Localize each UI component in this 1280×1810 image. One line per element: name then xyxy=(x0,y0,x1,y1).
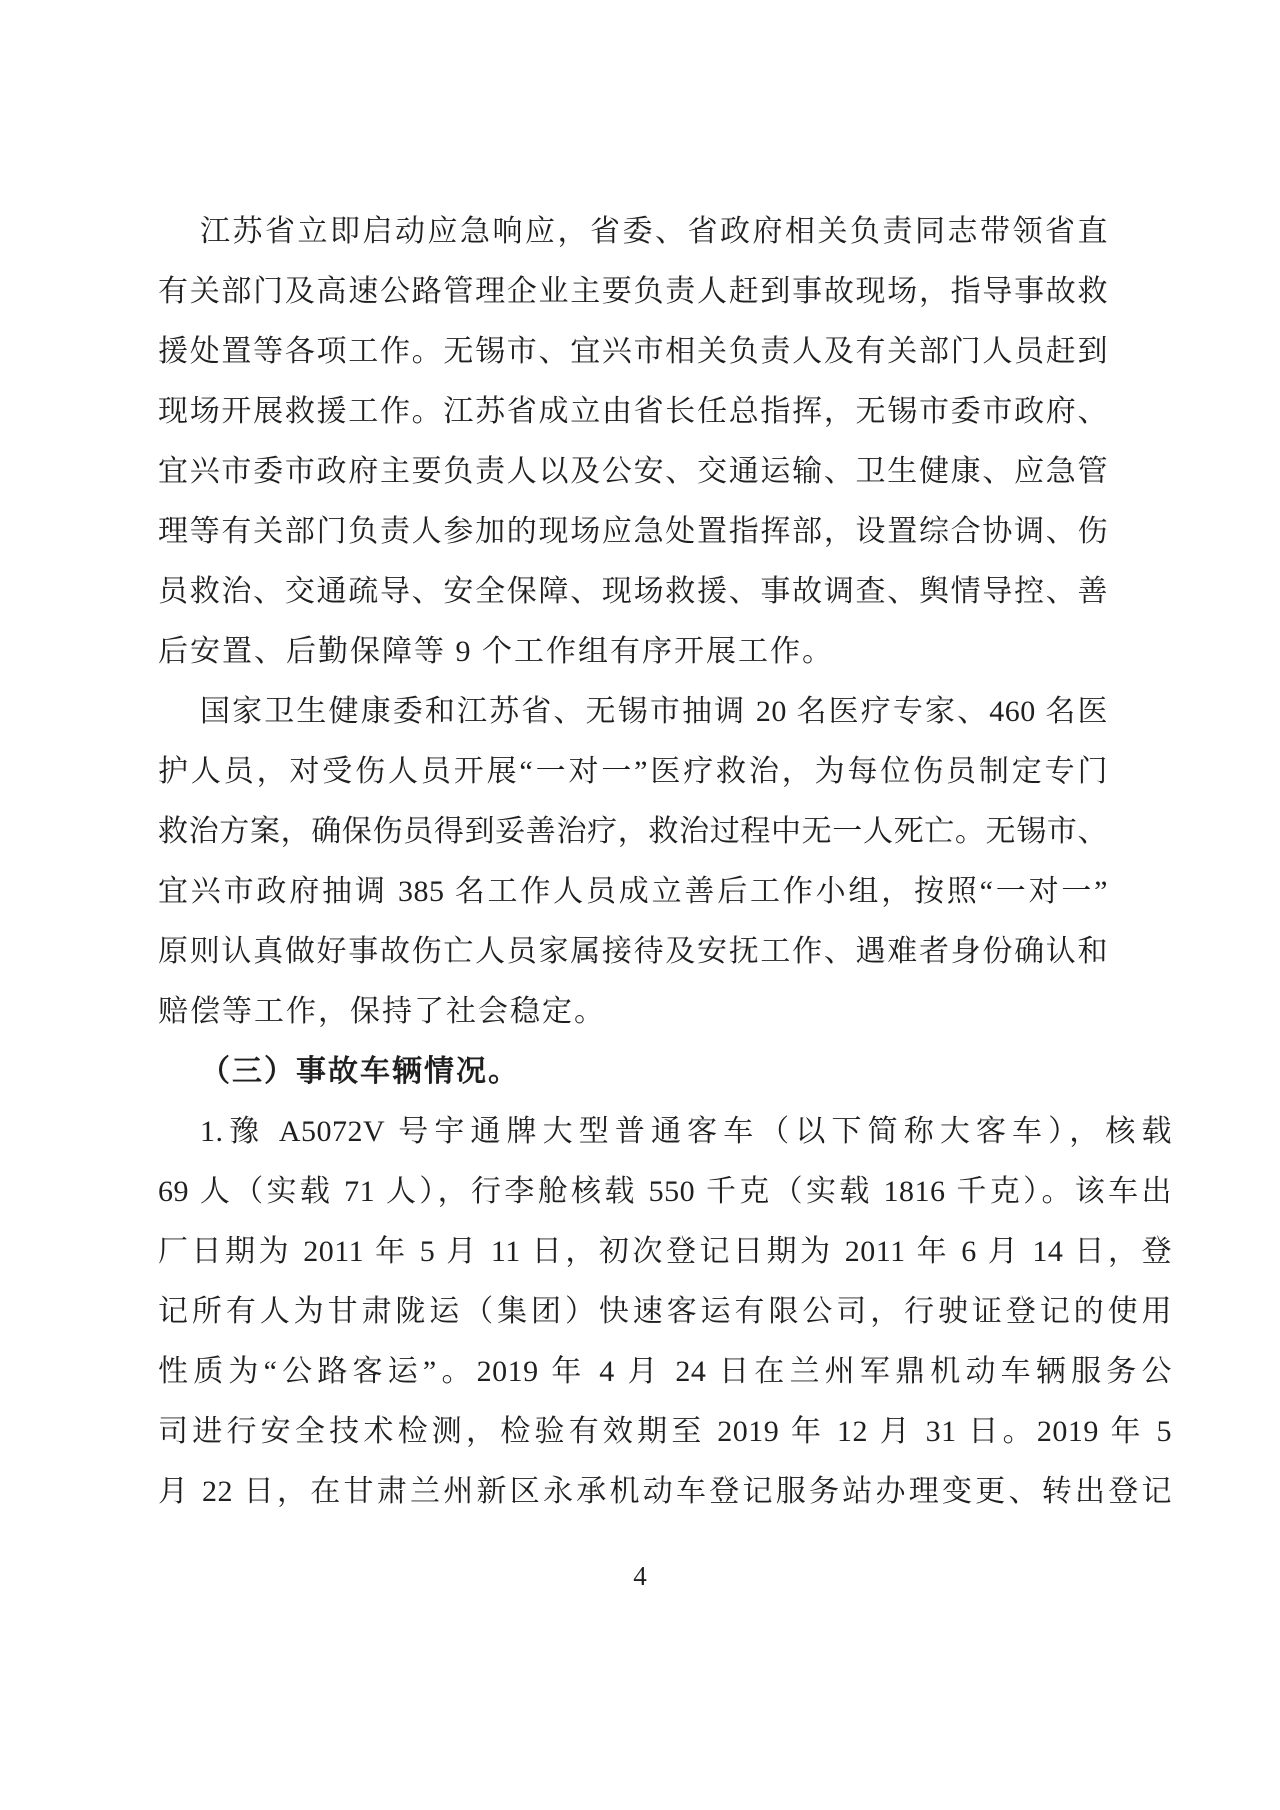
text-line: 月 22 日，在甘肃兰州新区永承机动车登记服务站办理变更、转出登记 xyxy=(158,1475,1172,1508)
text-line: 宜兴市政府抽调 385 名工作人员成立善后工作小组，按照“一对一” xyxy=(158,875,1108,908)
text-line: 宜兴市委市政府主要负责人以及公安、交通运输、卫生健康、应急管 xyxy=(158,455,1108,488)
section-heading: （三）事故车辆情况。 xyxy=(200,1055,520,1088)
text-line: 赔偿等工作，保持了社会稳定。 xyxy=(158,995,606,1028)
text-line: 理等有关部门负责人参加的现场应急处置指挥部，设置综合协调、伤 xyxy=(158,515,1108,548)
text-line: 记所有人为甘肃陇运（集团）快速客运有限公司，行驶证登记的使用 xyxy=(158,1295,1172,1328)
text-line: 护人员，对受伤人员开展“一对一”医疗救治，为每位伤员制定专门 xyxy=(158,755,1108,788)
text-line: 69 人（实载 71 人），行李舱核载 550 千克（实载 1816 千克）。该车出 xyxy=(158,1175,1172,1208)
text-line: 国家卫生健康委和江苏省、无锡市抽调 20 名医疗专家、460 名医 xyxy=(200,695,1108,728)
text-line: 江苏省立即启动应急响应，省委、省政府相关负责同志带领省直 xyxy=(200,215,1108,248)
text-line: 1.豫 A5072V 号宇通牌大型普通客车（以下简称大客车），核载 xyxy=(200,1115,1172,1148)
text-line: 现场开展救援工作。江苏省成立由省长任总指挥，无锡市委市政府、 xyxy=(158,395,1108,428)
text-line: 厂日期为 2011 年 5 月 11 日，初次登记日期为 2011 年 6 月 14 日，登 xyxy=(158,1235,1172,1268)
text-line: 员救治、交通疏导、安全保障、现场救援、事故调查、舆情导控、善 xyxy=(158,575,1108,608)
text-line: 有关部门及高速公路管理企业主要负责人赶到事故现场，指导事故救 xyxy=(158,275,1108,308)
text-line: 救治方案，确保伤员得到妥善治疗，救治过程中无一人死亡。无锡市、 xyxy=(158,815,1108,848)
text-line: 司进行安全技术检测，检验有效期至 2019 年 12 月 31 日。2019 年 5 xyxy=(158,1415,1172,1448)
document-body xyxy=(158,202,1172,1522)
text-line: 性质为“公路客运”。2019 年 4 月 24 日在兰州军鼎机动车辆服务公 xyxy=(158,1355,1172,1388)
page-number: 4 xyxy=(633,1561,647,1591)
text-line: 援处置等各项工作。无锡市、宜兴市相关负责人及有关部门人员赶到 xyxy=(158,335,1108,368)
text-line: 后安置、后勤保障等 9 个工作组有序开展工作。 xyxy=(158,635,834,668)
text-line: 原则认真做好事故伤亡人员家属接待及安抚工作、遇难者身份确认和 xyxy=(158,935,1108,968)
